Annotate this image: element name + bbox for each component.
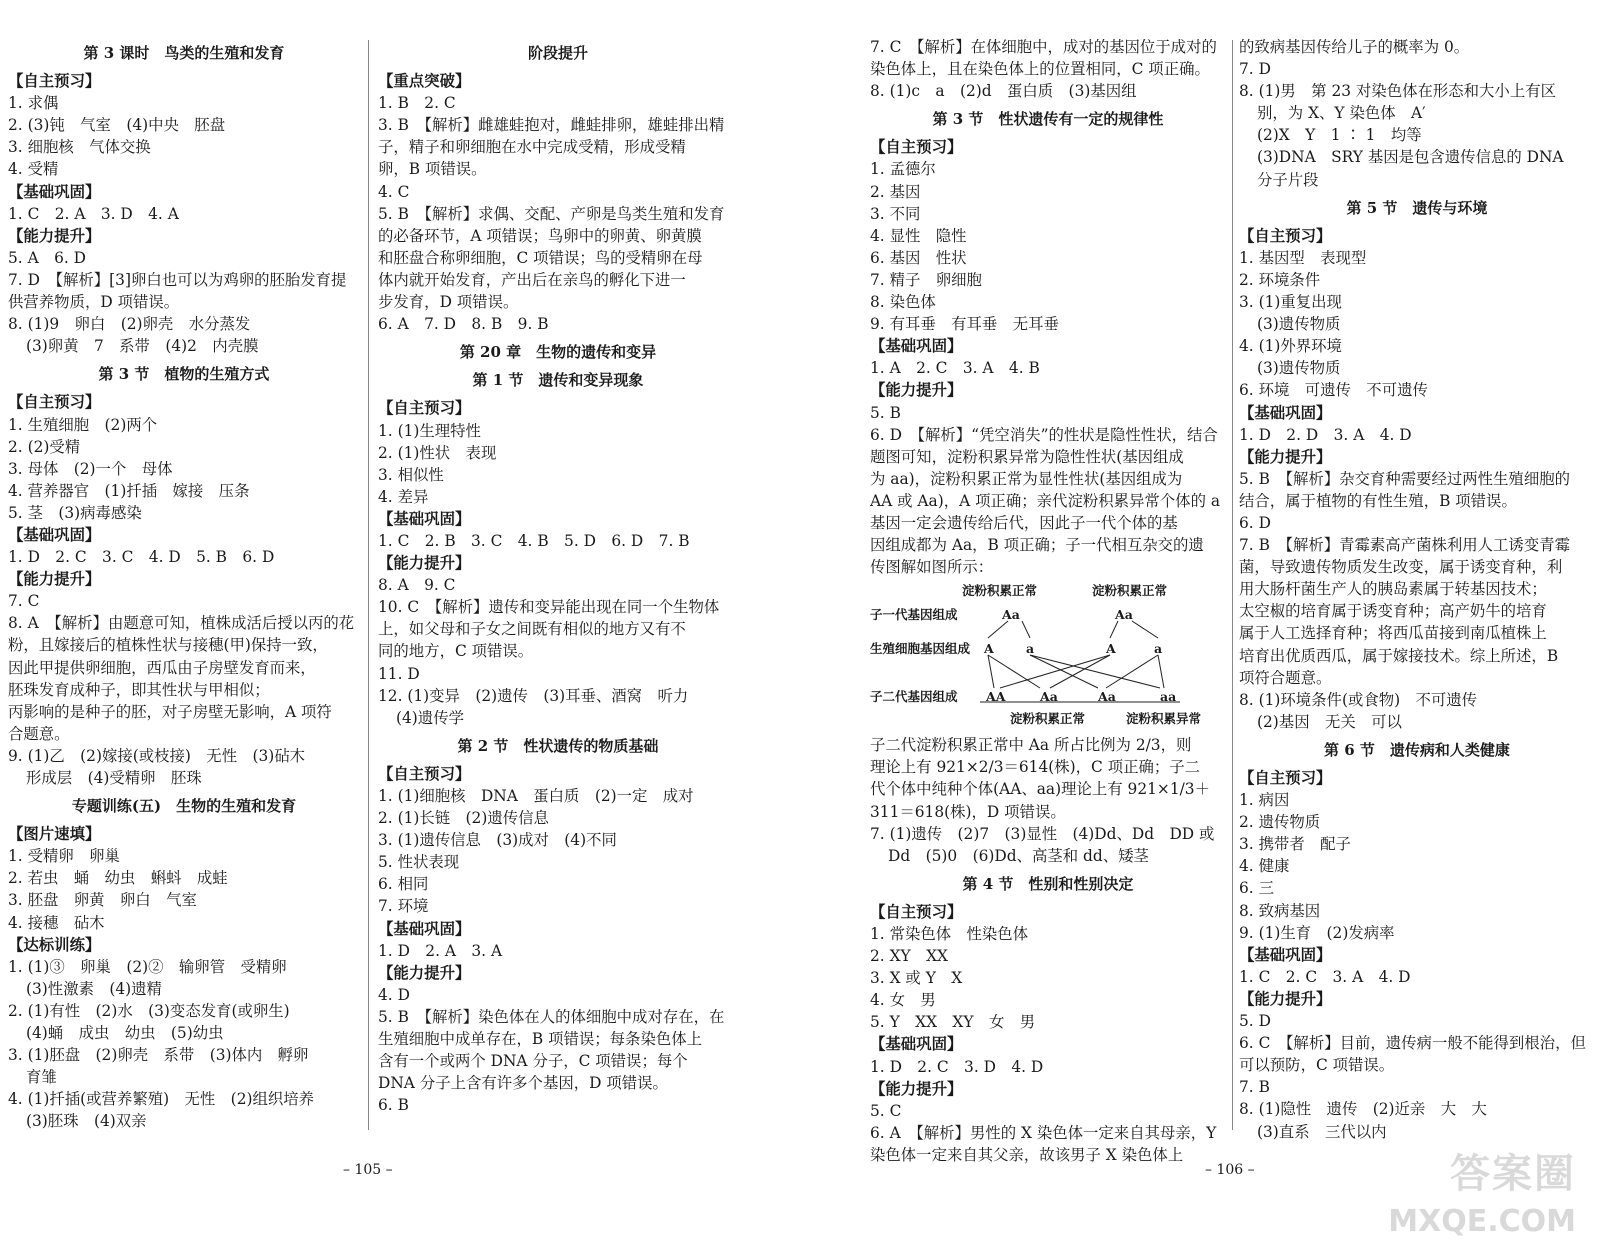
diagram-offspring: Aa: [1040, 689, 1058, 705]
subsection-label: 【能力提升】: [1239, 447, 1332, 466]
answer-line: 子，精子和卵细胞在水中完成受精，形成受精: [378, 138, 686, 157]
answer-line: 同的地方，C 项错误。: [378, 642, 534, 661]
answer-line: 属于人工选择育种；将西瓜苗接到南瓜植株上: [1239, 624, 1547, 643]
answer-line: 子二代淀粉积累正常中 Aa 所占比例为 2/3，则: [870, 736, 1192, 755]
answer-line: (3)直系 三代以内: [1257, 1122, 1387, 1141]
answer-line: 3. 胚盘 卵黄 卵白 气室: [8, 891, 197, 910]
answer-line: 8. 致病基因: [1239, 901, 1321, 920]
answer-line: 4. 差异: [378, 487, 429, 506]
subsection-label: 【能力提升】: [8, 226, 101, 245]
section-heading: 第 2 节 性状遗传的物质基础: [457, 736, 659, 755]
answer-line: 3. B 【解析】雌雄蛙抱对，雌蛙排卵，雄蛙排出精: [378, 116, 725, 135]
answer-line: 8. (1)c a (2)d 蛋白质 (3)基因组: [870, 82, 1137, 101]
answer-line: 4. 营养器官 (1)扦插 嫁接 压条: [8, 481, 250, 500]
answer-line: 4. 接穗 砧木: [8, 913, 105, 932]
answer-line: 步发育，D 项错误。: [378, 293, 519, 312]
subsection-label: 【能力提升】: [1239, 989, 1332, 1008]
answer-line: 1. B 2. C: [378, 94, 456, 113]
answer-line: 11. D: [378, 664, 420, 683]
answer-line: (3)卵黄 7 系带 (4)2 内壳膜: [26, 337, 259, 356]
subsection-label: 【基础巩固】: [378, 919, 471, 938]
diagram-parent-right: Aa: [1115, 607, 1133, 623]
diagram-offspring: Aa: [1098, 689, 1116, 705]
answer-line: 基因一定会遗传给后代，因此子一代个体的基: [870, 513, 1178, 532]
section-heading: 第 6 节 遗传病和人类健康: [1324, 740, 1510, 759]
column-1: [8, 36, 360, 1133]
answer-line: 1. 常染色体 性染色体: [870, 925, 1029, 943]
answer-line: 5. B: [870, 403, 901, 422]
diagram-bottom-right-label: 淀粉积累异常: [1126, 711, 1202, 727]
answer-line: 3. (1)遗传信息 (3)成对 (4)不同: [378, 831, 617, 850]
answer-line: 形成层 (4)受精卵 胚珠: [26, 769, 202, 787]
answer-line: 12. (1)变异 (2)遗传 (3)耳垂、酒窝 听力: [378, 686, 689, 705]
answer-line: 用大肠杆菌生产人的胰岛素属于转基因技术；: [1239, 580, 1547, 599]
answer-line: 4. 健康: [1239, 857, 1290, 876]
answer-line: (3)性激素 (4)遗精: [26, 979, 162, 998]
section-heading: 第 3 节 植物的生殖方式: [98, 365, 270, 384]
answer-line: 别，为 X、Y 染色体 A′: [1257, 104, 1426, 123]
answer-line: 1. D 2. A 3. A: [378, 941, 503, 960]
answer-line: 1. 病因: [1239, 791, 1290, 810]
watermark-logo: 答案圈: [1450, 1151, 1576, 1197]
answer-line: 4. D: [378, 985, 410, 1004]
answer-line: 8. A 9. C: [378, 576, 456, 595]
answer-line: 分子片段: [1257, 170, 1319, 189]
answer-line: 生殖细胞中成单存在，B 项错误；每条染色体上: [378, 1030, 703, 1049]
answer-line: 2. XY XX: [870, 947, 948, 966]
answer-line: 9. 有耳垂 有耳垂 无耳垂: [870, 315, 1059, 334]
answer-line: 上，如父母和子女之间既有相似的地方又有不: [378, 620, 686, 639]
answer-line: 5. B 【解析】染色体在人的体细胞中成对存在，在: [378, 1007, 725, 1026]
answer-line: 3. X 或 Y X: [870, 969, 963, 988]
section-heading: 第 20 章 生物的遗传和变异: [459, 343, 657, 362]
answer-line: 1. C 2. B 3. C 4. B 5. D 6. D 7. B: [378, 531, 690, 550]
answer-line: 代个体中纯种个体(AA、aa)理论上有 921×1/3＋: [870, 780, 1210, 799]
answer-line: 5. C: [870, 1101, 902, 1120]
answer-line: 育雏: [26, 1068, 57, 1087]
answer-line: 的必备环节，A 项错误；鸟卵中的卵黄、卵黄膜: [378, 226, 702, 245]
answer-line: 6. D: [1239, 513, 1271, 532]
subsection-label: 【能力提升】: [378, 963, 471, 982]
answer-line: (3)遗传物质: [1257, 359, 1341, 378]
answer-line: 3. 母体 (2)一个 母体: [8, 459, 173, 478]
column-3: [870, 36, 1226, 1166]
answer-line: 2. 基因: [870, 182, 921, 201]
answer-line: 6. A 【解析】男性的 X 染色体一定来自其母亲，Y: [870, 1123, 1217, 1142]
answer-line: 结合，属于植物的有性生殖，B 项错误。: [1239, 491, 1517, 510]
answer-line: 可以预防，C 项错误。: [1239, 1056, 1395, 1075]
answer-line: 1. 生殖细胞 (2)两个: [8, 415, 158, 434]
section-heading: 第 1 节 遗传和变异现象: [472, 371, 644, 390]
answer-line: 1. 受精卵 卵巢: [8, 847, 120, 866]
answer-line: (2)基因 无关 可以: [1257, 712, 1402, 731]
answer-line: 7. C 【解析】在体细胞中，成对的基因位于成对的: [870, 38, 1217, 56]
column-4: [1239, 36, 1595, 1143]
answer-line: 7. 精子 卵细胞: [870, 270, 982, 289]
answer-line: 3. (1)重复出现: [1239, 293, 1342, 312]
answer-line: 粉，且嫁接后的植株性状与接穗(甲)保持一致，: [8, 636, 328, 655]
answer-line: 4. 受精: [8, 160, 59, 179]
answer-line: 4. 显性 隐性: [870, 226, 967, 245]
answer-line: 4. 女 男: [870, 991, 936, 1010]
answer-line: (3)DNA SRY 基因是包含遗传信息的 DNA: [1257, 148, 1564, 167]
answer-line: 7. B 【解析】青霉素高产菌株利用人工诱变青霉: [1239, 536, 1570, 555]
subsection-label: 【图片速填】: [8, 825, 101, 844]
answer-line: 染色体一定来自其父亲，故该男子 X 染色体上: [870, 1145, 1184, 1164]
answer-line: 1. A 2. C 3. A 4. B: [870, 359, 1040, 378]
answer-line: 1. (1)生理特性: [378, 421, 481, 440]
answer-line: 1. (1)细胞核 DNA 蛋白质 (2)一定 成对: [378, 787, 694, 805]
answer-line: 2. 若虫 蛹 幼虫 蝌蚪 成蛙: [8, 869, 228, 888]
answer-line: 8. A 【解析】由题意可知，植株成活后授以丙的花: [8, 614, 355, 633]
diagram-gamete: a: [1026, 641, 1035, 657]
answer-line: 和胚盘合称卵细胞，C 项错误；鸟的受精卵在母: [378, 248, 703, 267]
answer-line: 传图解如图所示：: [870, 558, 994, 577]
answer-line: 8. (1)男 第 23 对染色体在形态和大小上有区: [1239, 82, 1556, 101]
subsection-label: 【自主预习】: [1239, 226, 1332, 245]
answer-line: DNA 分子上含有许多个基因，D 项错误。: [378, 1074, 668, 1093]
diagram-offspring: aa: [1160, 689, 1177, 705]
answer-line: 5. B 【解析】求偶、交配、产卵是鸟类生殖和发育: [378, 204, 725, 223]
diagram-top-right-label: 淀粉积累正常: [1092, 583, 1168, 599]
watermark-url: MXQE.COM: [1388, 1204, 1576, 1239]
answer-line: 6. B: [378, 1096, 409, 1115]
answer-line: (2)X Y 1 ∶ 1 均等: [1257, 126, 1422, 145]
subsection-label: 【达标训练】: [8, 935, 101, 954]
answer-line: 3. 携带者 配子: [1239, 835, 1351, 854]
answer-line: (3)遗传物质: [1257, 315, 1341, 334]
answer-line: 含有一个或两个 DNA 分子，C 项错误；每个: [378, 1052, 688, 1071]
subsection-label: 【基础巩固】: [1239, 403, 1332, 422]
answer-line: 3. (1)胚盘 (2)卵壳 系带 (3)体内 孵卵: [8, 1046, 309, 1065]
answer-line: (4)蛹 成虫 幼虫 (5)幼虫: [26, 1024, 224, 1043]
answer-line: 2. (1)性状 表现: [378, 443, 497, 462]
answer-line: 题图可知，淀粉积累异常为隐性性状(基因组成: [870, 447, 1184, 466]
section-heading: 专题训练(五) 生物的生殖和发育: [71, 797, 297, 816]
answer-line: 的致病基因传给儿子的概率为 0。: [1239, 38, 1470, 56]
page-number-left: – 105 –: [343, 1162, 393, 1178]
diagram-gamete: A: [1106, 641, 1116, 657]
diagram-row2-label: 生殖细胞基因组成: [870, 641, 971, 657]
answer-line: Dd (5)0 (6)Dd、高茎和 dd、矮茎: [888, 846, 1149, 865]
answer-line: 丙影响的是种子的胚，对子房壁无影响，A 项符: [8, 702, 332, 721]
answer-line: 体内就开始发育，产出后在亲鸟的孵化下进一: [378, 270, 686, 289]
answer-line: AA 或 Aa)，A 项正确；亲代淀粉积累异常个体的 a: [870, 491, 1221, 510]
answer-line: 6. 三: [1239, 879, 1274, 898]
section-heading: 阶段提升: [527, 44, 588, 62]
answer-line: 2. (1)长链 (2)遗传信息: [378, 809, 549, 828]
subsection-label: 【自主预习】: [1239, 769, 1332, 787]
diagram-row1-label: 子一代基因组成: [870, 607, 958, 623]
answer-line: (4)遗传学: [396, 708, 464, 727]
column-2: [378, 36, 738, 1116]
answer-line: 3. 不同: [870, 204, 921, 223]
answer-line: 4. (1)扦插(或营养繁殖) 无性 (2)组织培养: [8, 1090, 315, 1109]
answer-line: 7. B: [1239, 1078, 1270, 1097]
subsection-label: 【自主预习】: [378, 399, 471, 418]
answer-line: 8. 染色体: [870, 293, 936, 312]
answer-line: 供营养物质，D 项错误。: [8, 293, 180, 312]
answer-line: 6. D 【解析】“凭空消失”的性状是隐性性状，结合: [870, 425, 1218, 444]
answer-line: 合题意。: [8, 724, 70, 743]
answer-line: 染色体上，且在染色体上的位置相同，C 项正确。: [870, 60, 1210, 79]
answer-line: 5. Y XX XY 女 男: [870, 1013, 1036, 1032]
answer-line: 6. A 7. D 8. B 9. B: [378, 315, 549, 334]
answer-line: 8. (1)9 卵白 (2)卵壳 水分蒸发: [8, 315, 251, 334]
answer-line: 6. C 【解析】目前，遗传病一般不能得到根治，但: [1239, 1034, 1586, 1053]
answer-line: 4. (1)外界环境: [1239, 337, 1342, 356]
answer-line: 1. D 2. C 3. C 4. D 5. B 6. D: [8, 548, 275, 567]
subsection-label: 【能力提升】: [870, 381, 963, 400]
answer-line: 1. 孟德尔: [870, 160, 936, 179]
answer-line: 培育出优质西瓜，属于嫁接技术。综上所述，B: [1239, 646, 1559, 665]
subsection-label: 【基础巩固】: [8, 182, 101, 201]
answer-line: 4. C: [378, 182, 410, 201]
answer-line: 7. D: [1239, 60, 1271, 79]
subsection-label: 【自主预习】: [8, 72, 101, 91]
answer-line: 7. 环境: [378, 897, 429, 916]
diagram-gamete: A: [984, 641, 994, 657]
answer-line: (3)胚珠 (4)双亲: [26, 1112, 147, 1131]
answer-line: 9. (1)生育 (2)发病率: [1239, 923, 1395, 942]
answer-line: 311＝618(株)，D 项错误。: [870, 802, 1066, 821]
answer-line: 胚珠发育成种子，即其性状与甲相似；: [8, 680, 270, 699]
answer-line: 1. D 2. D 3. A 4. D: [1239, 425, 1412, 444]
subsection-label: 【基础巩固】: [870, 1035, 963, 1054]
section-heading: 第 4 节 性别和性别决定: [962, 874, 1134, 893]
answer-line: 为 aa)，淀粉积累正常为显性性状(基因组成为: [870, 469, 1183, 488]
answer-line: 1. C 2. A 3. D 4. A: [8, 204, 179, 223]
answer-line: 菌，导致遗传物质发生改变，属于诱变育种，利: [1239, 558, 1563, 577]
answer-line: 太空椒的培育属于诱变育种；高产奶牛的培育: [1239, 602, 1547, 621]
answer-line: 10. C 【解析】遗传和变异能出现在同一个生物体: [378, 598, 720, 617]
subsection-label: 【自主预习】: [870, 902, 963, 921]
column-3-top: [870, 36, 1226, 578]
subsection-label: 【基础巩固】: [378, 509, 471, 528]
answer-line: 5. A 6. D: [8, 248, 86, 267]
subsection-label: 【基础巩固】: [8, 525, 101, 544]
diagram-gamete: a: [1154, 641, 1163, 657]
subsection-label: 【自主预习】: [378, 764, 471, 783]
section-heading: 第 3 节 性状遗传有一定的规律性: [932, 110, 1164, 129]
diagram-offspring: AA: [986, 689, 1006, 705]
answer-line: 6. 相同: [378, 875, 429, 894]
subsection-label: 【能力提升】: [378, 554, 471, 573]
diagram-bottom-left-label: 淀粉积累正常: [1010, 711, 1086, 727]
answer-line: 2. (1)有性 (2)水 (3)变态发育(或卵生): [8, 1001, 290, 1020]
column-divider: [368, 40, 369, 1130]
section-heading: 第 5 节 遗传与环境: [1346, 198, 1488, 217]
answer-line: 5. D: [1239, 1012, 1271, 1031]
answer-line: 2. 遗传物质: [1239, 813, 1321, 832]
answer-line: 因组成都为 Aa，B 项正确；子一代相互杂交的遗: [870, 536, 1204, 555]
answer-line: 2. 环境条件: [1239, 270, 1321, 289]
answer-line: 3. 细胞核 气体交换: [8, 138, 151, 157]
subsection-label: 【能力提升】: [870, 1079, 963, 1098]
answer-line: 5. 性状表现: [378, 853, 460, 872]
answer-line: 6. 环境 可遗传 不可遗传: [1239, 381, 1428, 400]
answer-line: 5. 茎 (3)病毒感染: [8, 503, 142, 522]
watermark: [1386, 1142, 1576, 1242]
subsection-label: 【重点突破】: [378, 72, 471, 91]
subsection-label: 【基础巩固】: [870, 337, 963, 356]
subsection-label: 【基础巩固】: [1239, 945, 1332, 964]
answer-line: 7. C: [8, 592, 40, 611]
answer-line: 8. (1)环境条件(或食物) 不可遗传: [1239, 690, 1478, 709]
diagram-top-left-label: 淀粉积累正常: [962, 583, 1038, 599]
answer-line: 9. (1)乙 (2)嫁接(或枝接) 无性 (3)砧木: [8, 746, 306, 765]
section-heading: 第 3 课时 鸟类的生殖和发育: [83, 44, 285, 62]
answer-line: 7. D 【解析】[3]卵白也可以为鸡卵的胚胎发育提: [8, 270, 347, 289]
column-divider: [1232, 40, 1233, 1130]
answer-line: 1. (1)③ 卵巢 (2)② 输卵管 受精卵: [8, 957, 287, 976]
answer-line: 2. (2)受精: [8, 437, 81, 456]
answer-line: 卵，B 项错误。: [378, 160, 487, 179]
answer-line: 3. 相似性: [378, 465, 444, 484]
diagram-row3-label: 子二代基因组成: [870, 689, 958, 705]
answer-line: 1. C 2. C 3. A 4. D: [1239, 967, 1411, 986]
answer-line: 5. B 【解析】杂交育种需要经过两性生殖细胞的: [1239, 469, 1570, 488]
subsection-label: 【自主预习】: [870, 138, 963, 157]
column-3-bottom: [870, 734, 1226, 1166]
subsection-label: 【能力提升】: [8, 570, 101, 589]
answer-line: 1. 求偶: [8, 94, 59, 113]
answer-line: 7. (1)遗传 (2)7 (3)显性 (4)Dd、Dd DD 或: [870, 824, 1215, 843]
answer-line: 因此甲提供卵细胞，西瓜由子房壁发育而来，: [8, 658, 316, 677]
answer-line: 8. (1)隐性 遗传 (2)近亲 大 大: [1239, 1100, 1487, 1119]
answer-line: 2. (3)钝 气室 (4)中央 胚盘: [8, 116, 226, 135]
answer-line: 1. 基因型 表现型: [1239, 248, 1367, 267]
inheritance-diagram: [870, 580, 1226, 732]
answer-line: 6. 基因 性状: [870, 248, 967, 267]
answer-line: 1. D 2. C 3. D 4. D: [870, 1057, 1044, 1076]
diagram-parent-left: Aa: [1002, 607, 1020, 623]
page-number-right: – 106 –: [1205, 1162, 1255, 1178]
answer-line: 项符合题意。: [1239, 668, 1332, 687]
answer-line: 理论上有 921×2/3＝614(株)，C 项正确；子二: [870, 758, 1201, 777]
subsection-label: 【自主预习】: [8, 393, 101, 412]
